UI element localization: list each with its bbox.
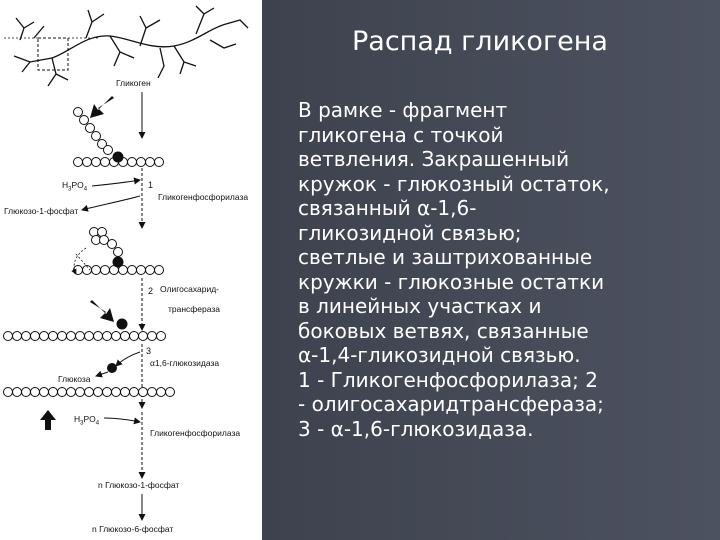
- glucose-chain-3: [4, 319, 166, 341]
- body-line: гликогена с точкой: [298, 122, 504, 147]
- label-n-g6p: n Глюкозо-6-фосфат: [92, 524, 174, 534]
- body-line: в линейных участках и: [298, 294, 542, 318]
- label-g1p: Глюкозо-1-фосфат: [4, 206, 79, 216]
- label-enzyme-4: Гликогенфосфорилаза: [150, 428, 241, 438]
- body-line: гликозидной связью;: [298, 220, 522, 245]
- label-enzyme-2-line1: Олигосахарид-: [160, 284, 219, 294]
- step-2-number: 2: [148, 286, 154, 296]
- label-enzyme-2-line2: трансфераза: [168, 304, 220, 314]
- glycogen-tree: [14, 6, 248, 86]
- body-line: светлые и заштрихованные: [298, 245, 593, 269]
- thick-arrow-icon: [90, 300, 114, 322]
- body-line: 3 - α-1,6-глюкозидаза.: [298, 416, 534, 441]
- label-glucose: Глюкоза: [58, 374, 91, 384]
- glucose-chain-2: [74, 228, 164, 275]
- body-line: α-1,4-гликозидной связью.: [298, 343, 581, 367]
- branch-frame: [38, 38, 68, 70]
- label-glycogen: Гликоген: [116, 78, 151, 88]
- glucose-chain-4: [4, 388, 175, 397]
- body-line: 1 - Гликогенфосфорилаза; 2: [298, 367, 598, 392]
- step-1-number: 1: [148, 180, 154, 190]
- body-line: В рамке - фрагмент: [298, 98, 508, 122]
- glycogen-breakdown-diagram: [0, 0, 262, 540]
- label-enzyme-3: α1,6-глюкозидаза: [150, 358, 220, 368]
- free-glucose-dot: [107, 363, 117, 373]
- thick-arrow-icon: [90, 96, 114, 118]
- glucose-chain-1: [74, 108, 164, 167]
- body-line: кружок - глюкозный остаток,: [298, 171, 610, 196]
- text-panel: [262, 0, 720, 540]
- label-enzyme-1: Гликогенфосфорилаза: [158, 192, 249, 202]
- body-line: ветвления. Закрашенный: [298, 147, 570, 171]
- body-line: боковых ветвях, связанные: [298, 318, 589, 343]
- thick-up-arrow-icon: [40, 410, 56, 430]
- step-3-number: 3: [146, 346, 152, 356]
- label-h3po4-top: $H_3PO_4$: [62, 180, 88, 193]
- body-line: - олигосахаридтрансфераза;: [298, 392, 604, 416]
- body-line: кружки - глюкозные остатки: [298, 269, 605, 294]
- label-n-g1p: n Глюкозо-1-фосфат: [98, 480, 180, 490]
- label-h3po4-bottom: $H_3PO_4$: [74, 414, 100, 427]
- slide-title: Распад гликогена: [352, 26, 608, 57]
- body-line: связанный α-1,6-: [298, 196, 477, 220]
- slide-body: [298, 98, 716, 441]
